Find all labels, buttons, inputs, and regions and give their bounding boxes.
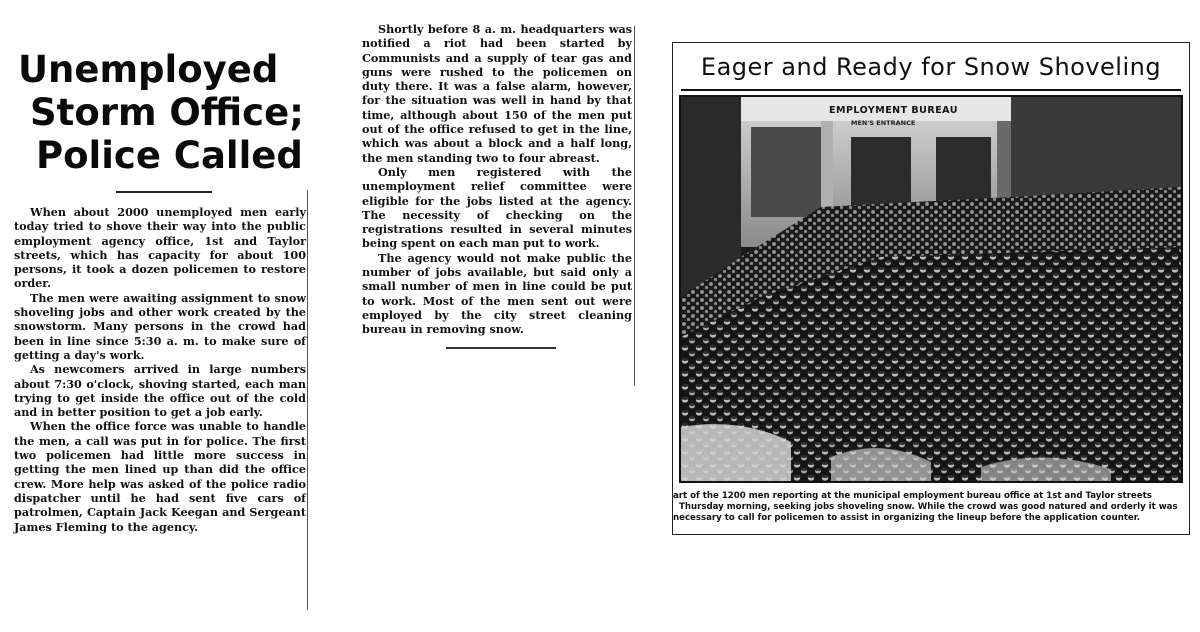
photo-panel [672, 42, 1190, 535]
paragraph: Only men registered with the unemployment relief committee were eligible for the jobs listed at the agency. The necessity of checking on the registrations resulted in several minutes being spent on each man put to work. [362, 164, 632, 251]
headline-line-3: Police Called [36, 134, 303, 177]
building-subsign: MEN'S ENTRANCE [851, 119, 916, 127]
article-column-2 [362, 22, 632, 394]
paragraph: As newcomers arrived in large numbers about 7:30 o'clock, shoving started, each man trying to get inside the office out of the cold and in better position to get a job early. [14, 362, 306, 420]
article-headline [14, 48, 306, 177]
column-divider [307, 190, 308, 610]
headline-line-1: Unemployed [18, 48, 279, 91]
paragraph: The agency would not make public the number of jobs available, but said only a small number of men in line could be put to work. Most of the men sent out were employed by the city street cleaning bureau in removing snow. [362, 250, 632, 337]
paragraph: When the office force was unable to handle the men, a call was put in for police. The first two policemen had little more success in getting the men lined up than did the office crew. More help was asked of the police radio dispatcher until he had sent five cars of patrolmen, Captain Jack Keegan and Sergeant James Fleming to the agency. [14, 419, 306, 534]
caption-line: art of the 1200 men reporting at the municipal employment bureau office at 1st and Taylor streets [673, 491, 1152, 501]
column-2-body [362, 22, 632, 337]
photo-title: Eager and Ready for Snow Shoveling [681, 43, 1181, 91]
article-end-rule [446, 347, 556, 349]
column-divider [634, 26, 635, 386]
crowd-photo-illustration [681, 97, 1181, 481]
building-sign: EMPLOYMENT BUREAU [829, 105, 958, 116]
paragraph: Shortly before 8 a. m. headquarters was notified a riot had been started by Communists and a supply of tear gas and guns were rushed to the policemen on duty there. It was a false alarm, however, for the situation was well in hand by that time, although about 150 of the men put out of the office refused to get in the line, which was about a block and a half long, the men standing two to four abreast. [362, 22, 632, 165]
paragraph: The men were awaiting assignment to snow shoveling jobs and other work created by the snowstorm. Many persons in the crowd had been in line since 5:30 a. m. to make sure of getting a day's work. [14, 290, 306, 362]
photo-caption [673, 491, 1189, 524]
headline-divider [116, 191, 212, 193]
column-1-body [14, 205, 306, 534]
caption-line: Thursday morning, seeking jobs shoveling snow. While the crowd was good natured and orderly it was [679, 502, 1178, 512]
headline-line-2: Storm Office; [30, 91, 304, 134]
paragraph: When about 2000 unemployed men early today tried to shove their way into the public employment agency office, 1st and Taylor streets, which has capacity for about 100 persons, it took a dozen policemen to restore order. [14, 205, 306, 291]
article-column-1 [14, 40, 306, 615]
caption-line: necessary to call for policemen to assist in organizing the lineup before the application counter. [673, 513, 1141, 523]
crowd-photo [679, 95, 1183, 483]
